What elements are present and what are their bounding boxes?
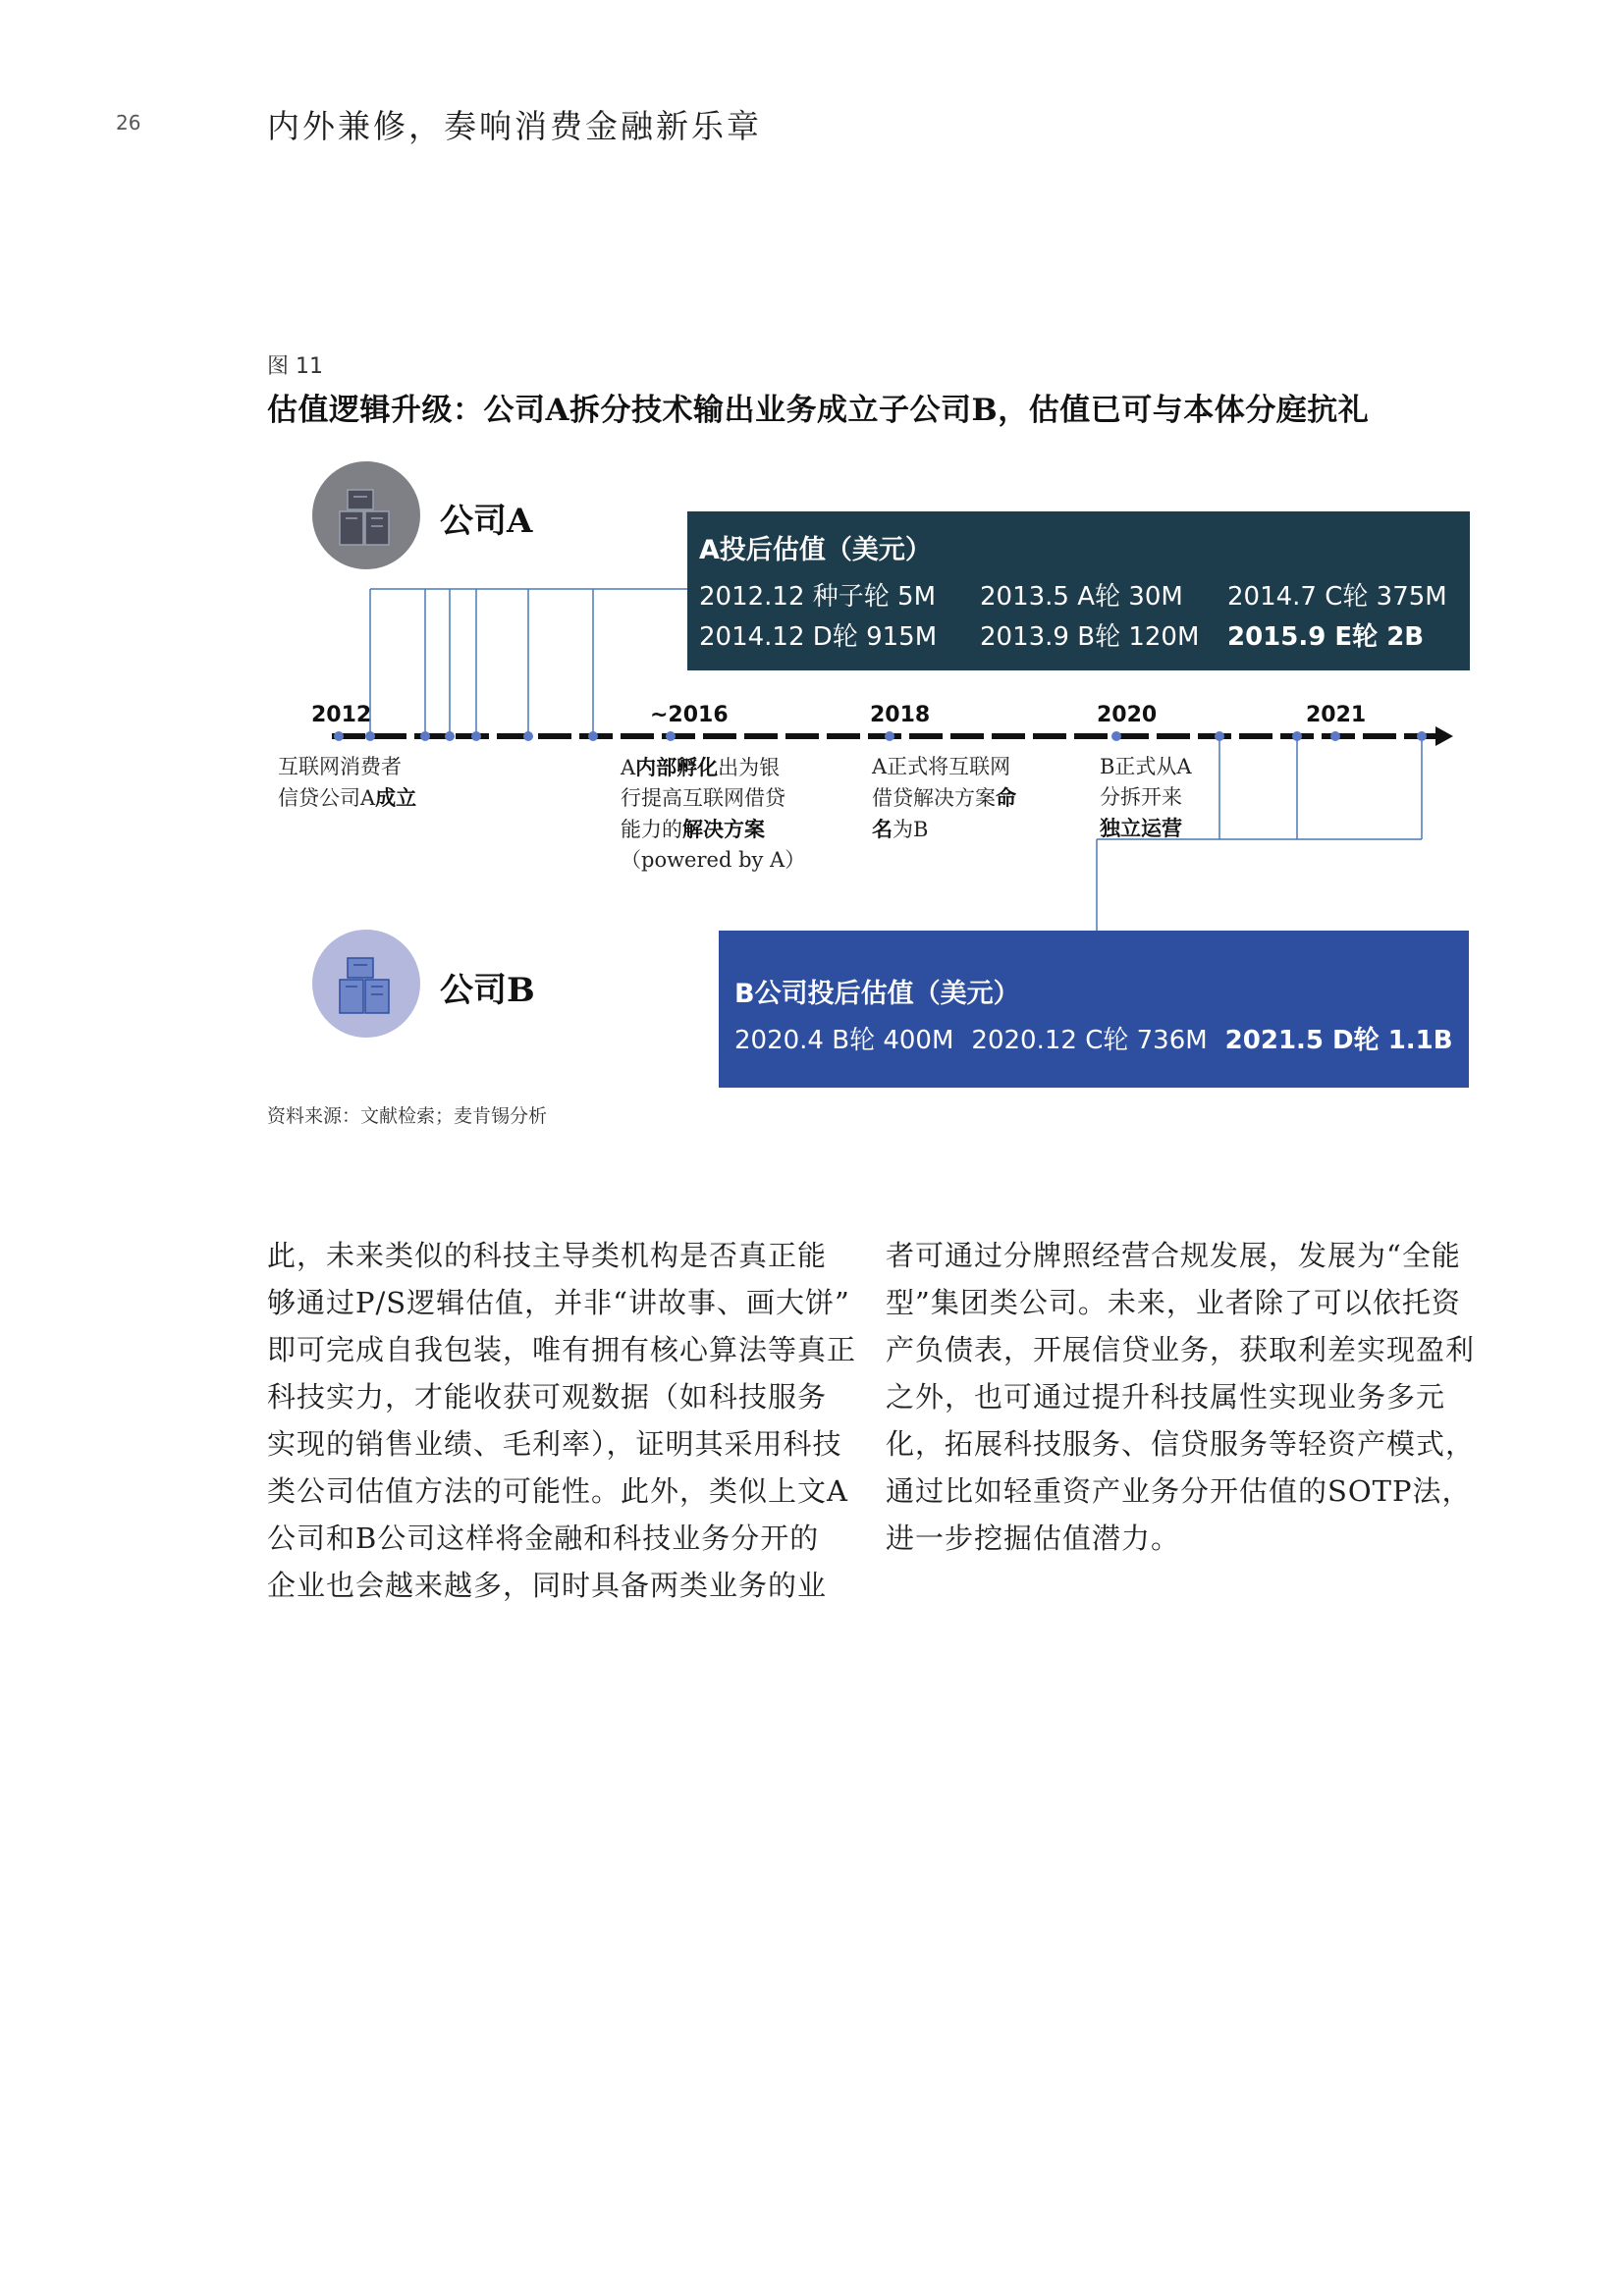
timeline-arrow (1435, 726, 1453, 746)
running-title: 内外兼修，奏响消费金融新乐章 (267, 107, 762, 145)
body-column-right (886, 1232, 1475, 1562)
body-column-left (267, 1232, 856, 1609)
company-a-round: 2014.7 C轮 375M (1227, 582, 1447, 612)
company-b-round: 2020.12 C轮 736M (971, 1026, 1208, 1055)
body-line: 企业也会越来越多，同时具备两类业务的业 (267, 1569, 828, 1602)
company-b-valuation-box (719, 931, 1469, 1088)
timeline-event: 互联网消费者 信贷公司A成立 (278, 755, 417, 810)
body-line: 产负债表，开展信贷业务，获取利差实现盈利 (886, 1333, 1476, 1366)
timeline-year: 2021 (1306, 703, 1367, 727)
company-a-connectors (370, 589, 687, 736)
body-line: 够通过P/S逻辑估值，并非“讲故事、画大饼” (267, 1286, 850, 1319)
company-a-round-highlight: 2015.9 E轮 2B (1227, 622, 1425, 652)
timeline-event: A内部孵化出为银 行提高互联网借贷 能力的解决方案 （powered by A） (621, 755, 806, 872)
company-b-name: 公司B (440, 971, 535, 1010)
company-a-valuation-title: A投后估值（美元） (699, 535, 932, 565)
timeline-year: ~2016 (650, 703, 729, 727)
body-line: 型”集团类公司。未来，业者除了可以依托资 (886, 1286, 1461, 1319)
figure-label: 图 11 (267, 354, 323, 379)
body-line: 即可完成自我包装，唯有拥有核心算法等真正 (267, 1333, 857, 1366)
body-line: 类公司估值方法的可能性。此外，类似上文A (267, 1474, 848, 1508)
company-a-round: 2013.9 B轮 120M (980, 622, 1200, 652)
timeline-year: 2018 (870, 703, 931, 727)
body-line: 之外，也可通过提升科技属性实现业务多元 (886, 1380, 1446, 1414)
company-a-round: 2012.12 种子轮 5M (699, 582, 937, 612)
body-line: 通过比如轻重资产业务分开估值的SOTP法， (886, 1474, 1472, 1508)
figure-title: 估值逻辑升级：公司A拆分技术输出业务成立子公司B，估值已可与本体分庭抗礼 (267, 393, 1370, 428)
body-line: 公司和B公司这样将金融和科技业务分开的 (267, 1522, 820, 1555)
company-a-building-icon (312, 461, 420, 569)
company-b-round-highlight: 2021.5 D轮 1.1B (1224, 1026, 1453, 1055)
company-b-building-icon (312, 930, 420, 1038)
company-b-round: 2020.4 B轮 400M (734, 1026, 954, 1055)
timeline-event: A正式将互联网 借贷解决方案命 名为B (872, 755, 1016, 841)
timeline-year: 2020 (1097, 703, 1158, 727)
company-a-round: 2014.12 D轮 915M (699, 622, 938, 652)
body-line: 此，未来类似的科技主导类机构是否真正能 (267, 1239, 828, 1272)
body-line: 化，拓展科技服务、信贷服务等轻资产模式， (886, 1427, 1476, 1461)
company-b-valuation-title: B公司投后估值（美元） (734, 979, 1020, 1009)
body-line: 实现的销售业绩、毛利率），证明其采用科技 (267, 1427, 842, 1461)
company-a-round: 2013.5 A轮 30M (980, 582, 1183, 612)
company-a-valuation-box (687, 511, 1470, 670)
company-a-name: 公司A (440, 502, 533, 541)
body-line: 进一步挖掘估值潜力。 (886, 1522, 1181, 1555)
timeline-year: 2012 (311, 703, 372, 727)
timeline-event: B正式从A 分拆开来 独立运营 (1100, 755, 1192, 840)
page-number: 26 (116, 111, 141, 134)
body-line: 者可通过分牌照经营合规发展，发展为“全能 (886, 1239, 1461, 1272)
body-line: 科技实力，才能收获可观数据（如科技服务 (267, 1380, 828, 1414)
figure-source: 资料来源：文献检索；麦肯锡分析 (267, 1105, 548, 1127)
